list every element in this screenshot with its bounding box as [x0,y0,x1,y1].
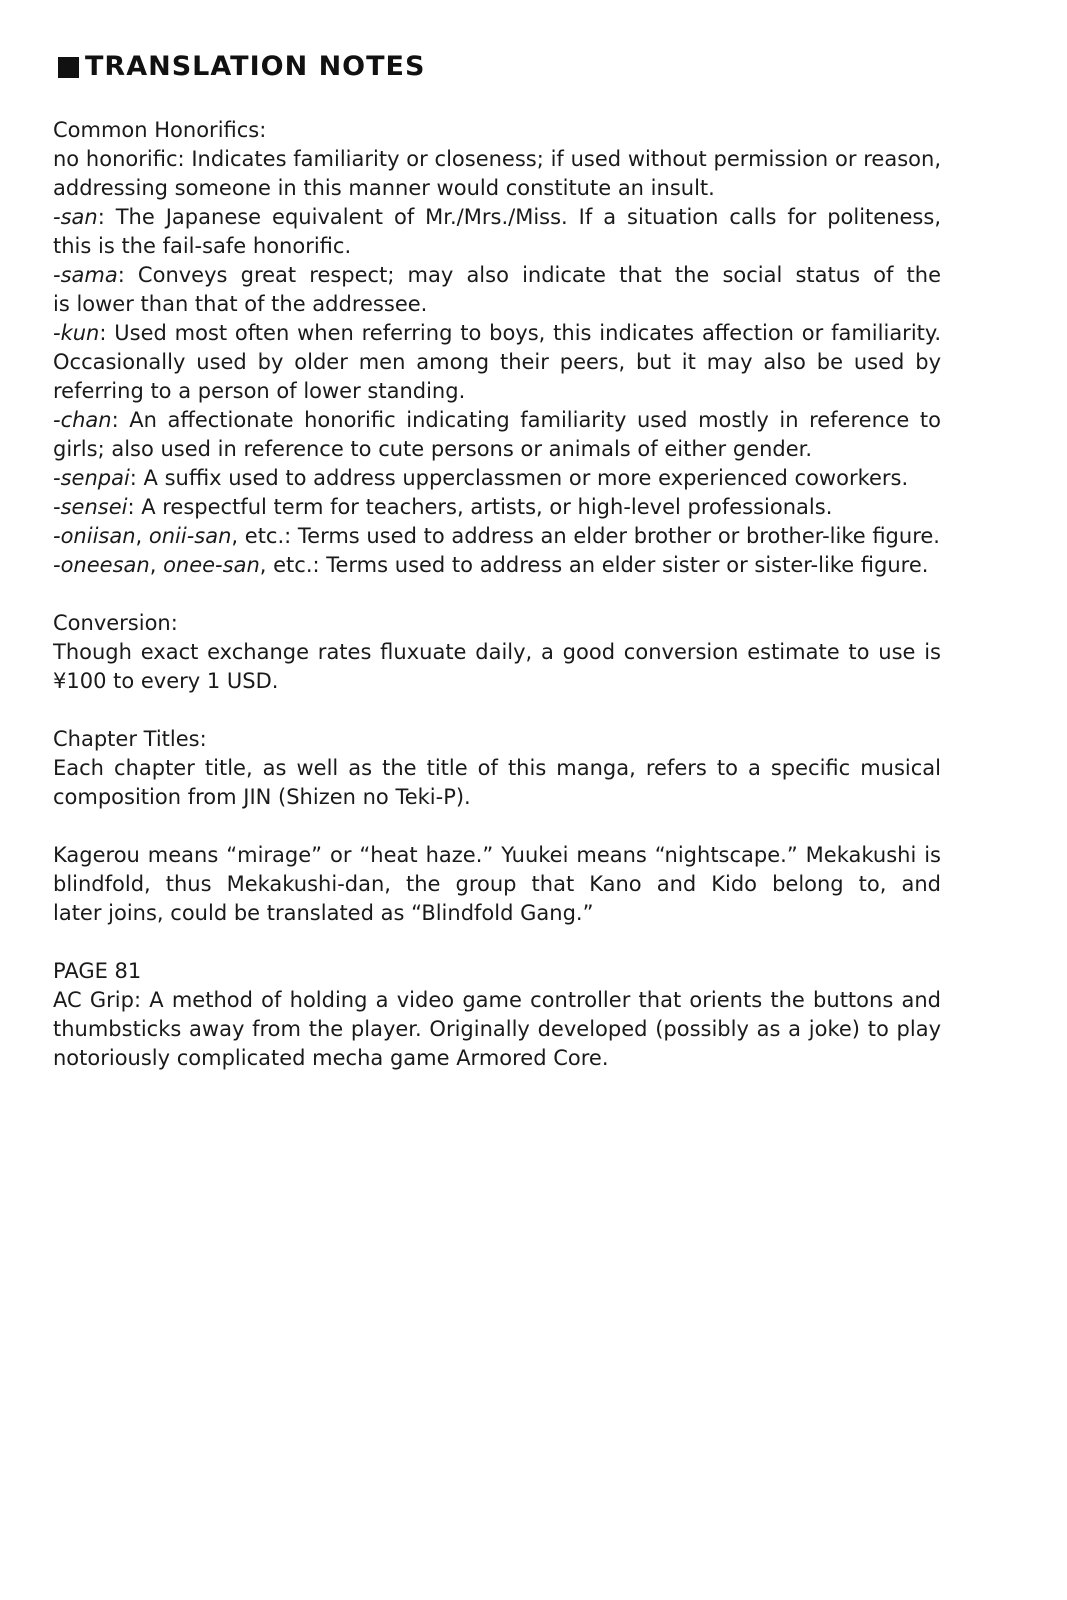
page-heading [58,50,425,84]
chapter-titles-line-1: Each chapter title, as well as the title of this manga, refers to a specific musical [53,756,941,780]
sensei-line [53,493,941,522]
oniisan-term: -oniisan [53,524,136,548]
senpai-definition: : A suffix used to address upperclassmen or more experienced coworkers. [129,466,909,490]
san-term: -san [53,205,98,229]
sama-term: -sama [53,263,118,287]
chapter-titles-section-title: Chapter Titles: [53,727,207,751]
page81-line-2: thumbsticks away from the player. Originally developed (possibly as a joke) to play [53,1017,941,1041]
spacer [53,696,941,725]
kun-definition: : Used most often when referring to boys, this indicates affection or familiarity. [99,321,941,345]
oniisan-separator: , [135,524,149,548]
senpai-term: -senpai [53,466,130,490]
sama-line-2: is lower than that of the addressee. [53,292,428,316]
conversion-section-title: Conversion: [53,611,178,635]
no-honorific-line-2: addressing someone in this manner would constitute an insult. [53,176,715,200]
page81-line-3: notoriously complicated mecha game Armored Core. [53,1046,609,1070]
san-line-1 [53,203,941,232]
notes-body [53,116,941,1073]
kun-term: -kun [53,321,100,345]
spacer [53,812,941,841]
sama-line-1 [53,261,941,290]
sensei-definition: : A respectful term for teachers, artists, or high-level professionals. [127,495,833,519]
sensei-term: -sensei [53,495,128,519]
spacer [53,580,941,609]
kagerou-line-1: Kagerou means “mirage” or “heat haze.” Yuukei means “nightscape.” Mekakushi is [53,843,941,867]
chan-line-1 [53,406,941,435]
oneesan-line [53,551,941,580]
chan-line-2: girls; also used in reference to cute persons or animals of either gender. [53,437,813,461]
onii-san-term: onii-san [148,524,232,548]
san-definition: : The Japanese equivalent of Mr./Mrs./Miss. If a situation calls for politeness, [97,205,941,229]
oneesan-separator: , [149,553,164,577]
chan-definition: : An affectionate honorific indicating familiarity used mostly in reference to [111,408,941,432]
sama-definition: : Conveys great respect; may also indicate that the social status of the [117,263,941,287]
oneesan-term: -oneesan [53,553,150,577]
kun-line-2: Occasionally used by older men among their peers, but it may also be used by [53,350,941,374]
honorifics-section-title: Common Honorifics: [53,118,267,142]
oneesan-definition: , etc.: Terms used to address an elder sister or sister-like figure. [259,553,929,577]
kagerou-line-2: blindfold, thus Mekakushi-dan, the group that Kano and Kido belong to, and [53,872,941,896]
kagerou-line-3: later joins, could be translated as “Blindfold Gang.” [53,901,594,925]
oniisan-definition: , etc.: Terms used to address an elder brother or brother-like figure. [231,524,940,548]
kun-line-3: referring to a person of lower standing. [53,379,466,403]
heading-square-marker [58,57,79,78]
heading-title: TRANSLATION NOTES [85,51,426,82]
chapter-titles-line-2: composition from JIN (Shizen no Teki-P). [53,785,471,809]
oniisan-line [53,522,941,551]
page81-line-1: AC Grip: A method of holding a video game controller that orients the buttons and [53,988,941,1012]
kun-line-1 [53,319,941,348]
page81-section-title: PAGE 81 [53,959,142,983]
spacer [53,928,941,957]
onee-san-term: onee-san [163,553,260,577]
conversion-line-1: Though exact exchange rates fluxuate daily, a good conversion estimate to use is [53,640,941,664]
conversion-line-2: ¥100 to every 1 USD. [53,669,279,693]
no-honorific-line-1: no honorific: Indicates familiarity or closeness; if used without permission or reason, [53,147,941,171]
chan-term: -chan [53,408,112,432]
senpai-line [53,464,941,493]
san-line-2: this is the fail-safe honorific. [53,234,352,258]
